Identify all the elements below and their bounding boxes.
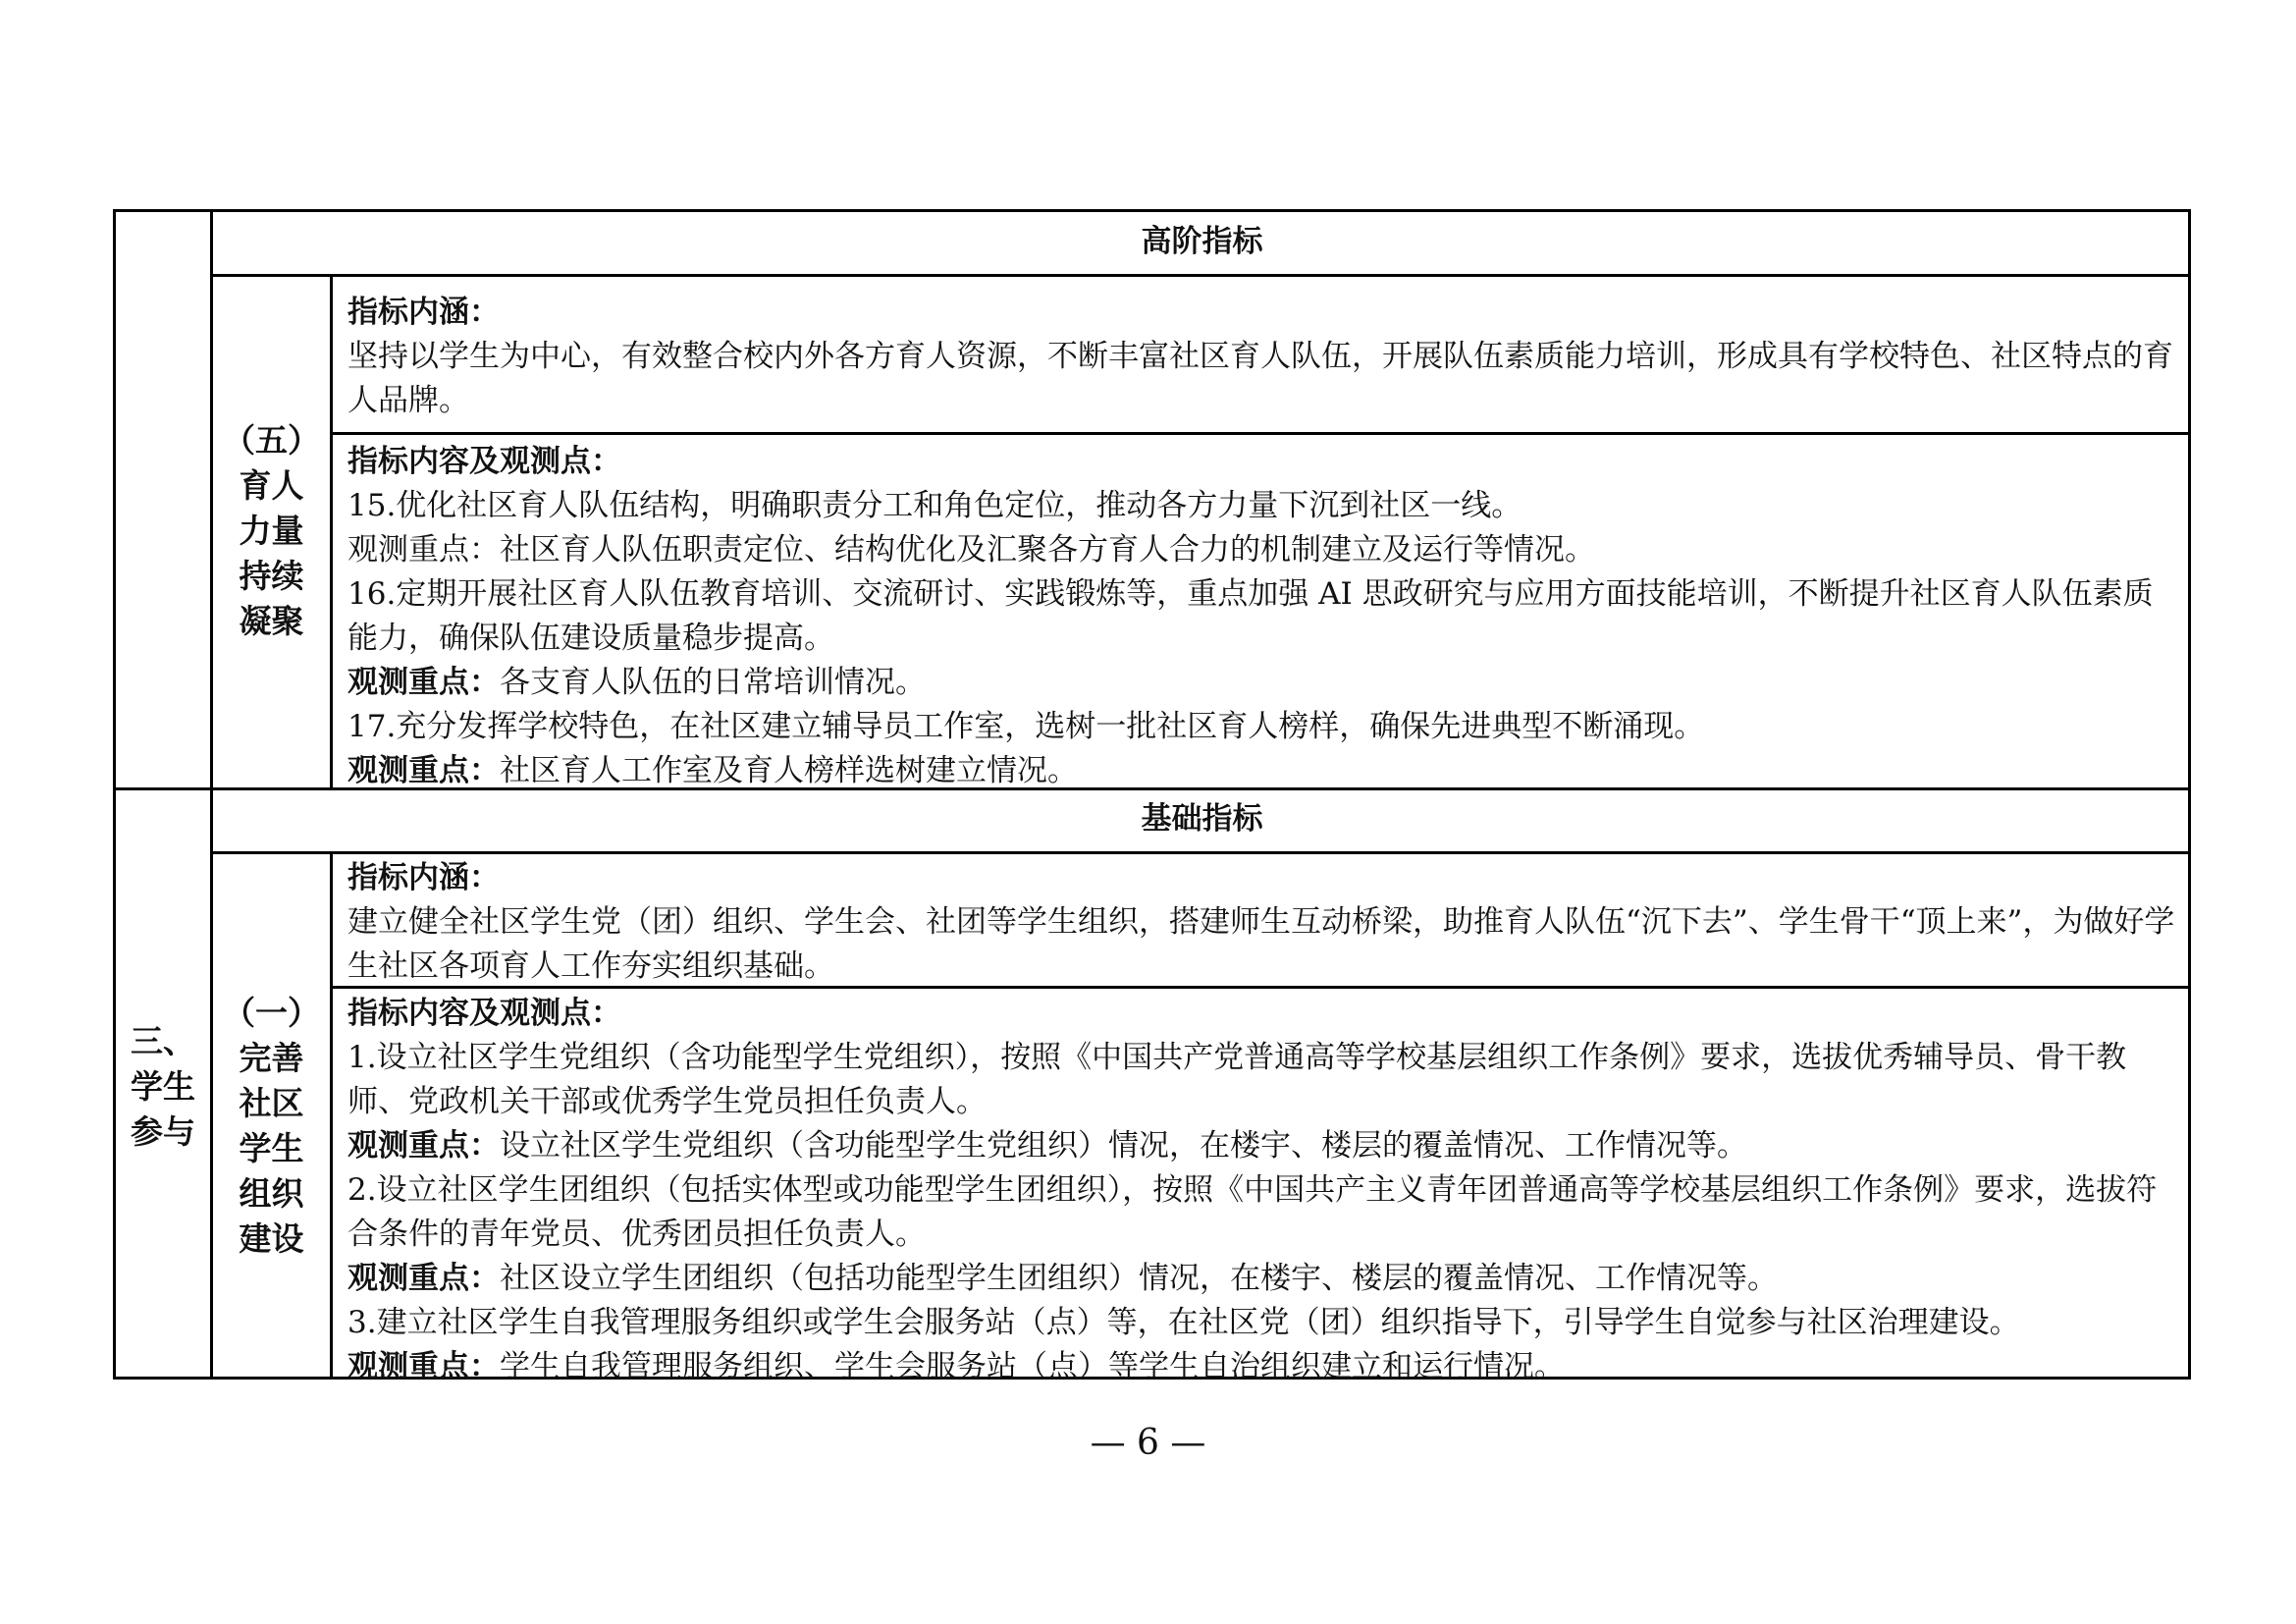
observation-text: 学生自我管理服务组织、学生会服务站（点）等学生自治组织建立和运行情况。 (500, 1349, 1565, 1384)
label-line: 持续 (239, 557, 304, 595)
label-line: 育人 (239, 466, 304, 505)
connotation-block (347, 856, 2181, 989)
section-header-advanced: 高阶指标 (1141, 224, 1263, 259)
connotation-block (347, 291, 2181, 423)
category-label-student-participation (116, 1019, 210, 1155)
observation-text: 社区设立学生团组织（包括功能型学生团组织）情况，在楼宇、楼层的覆盖情况、工作情况等。 (500, 1261, 1778, 1296)
indicator-label-one (213, 991, 330, 1262)
label-line: 凝聚 (239, 602, 304, 640)
observation-label: 观测重点： (347, 665, 500, 700)
content-item: 3.建立社区学生自我管理服务组织或学生会服务站（点）等，在社区党（团）组织指导下，引导学生自觉参与社区治理建设。 (347, 1305, 2020, 1340)
observation-text: 各支育人队伍的日常培训情况。 (500, 665, 926, 700)
row-divider (330, 432, 2191, 435)
content-block (347, 992, 2181, 1389)
observation-text: 社区育人工作室及育人榜样选树建立情况。 (500, 753, 1078, 788)
connotation-text: 建立健全社区学生党（团）组织、学生会、社团等学生组织，搭建师生互动桥梁，助推育人队伍“沉下去”、学生骨干“顶上来”，为做好学生社区各项育人工作夯实组织基础。 (347, 904, 2175, 984)
content-block (347, 440, 2181, 793)
section-header-basic: 基础指标 (1141, 801, 1263, 837)
observation-label: 观测重点： (347, 753, 500, 788)
observation-label: 观测重点： (347, 1261, 500, 1296)
observation-line (347, 1257, 2181, 1301)
content-item: 2.设立社区学生团组织（包括实体型或功能型学生团组织），按照《中国共产主义青年团普通高等学校基层组织工作条例》要求，选拔符合条件的青年党员、优秀团员担任负责人。 (347, 1172, 2158, 1252)
label-line: （五） (223, 421, 320, 460)
label-line: 建设 (239, 1219, 304, 1258)
observation-label: 观测重点： (347, 1349, 500, 1384)
label-line: （一） (223, 994, 320, 1032)
observation-line (347, 661, 2181, 705)
connotation-title: 指标内涵： (347, 860, 500, 895)
content-title: 指标内容及观测点： (347, 996, 621, 1031)
connotation-title: 指标内涵： (347, 295, 500, 330)
row-divider (210, 274, 2191, 277)
label-line: 学生 (239, 1129, 304, 1167)
observation-text: 设立社区学生党组织（含功能型学生党组织）情况，在楼宇、楼层的覆盖情况、工作情况等。 (500, 1128, 1747, 1164)
label-line: 学生 (131, 1067, 195, 1106)
indicator-table (113, 209, 2191, 1384)
label-line: 社区 (239, 1084, 304, 1122)
page-number: — 6 — (1090, 1423, 1206, 1463)
label-line: 参与 (131, 1112, 195, 1151)
indicator-label-five (213, 418, 330, 644)
label-line: 三、 (131, 1022, 195, 1060)
label-line: 组织 (239, 1174, 304, 1213)
label-line: 完善 (239, 1039, 304, 1077)
label-line: 力量 (239, 512, 304, 550)
observation-label: 观测重点： (347, 532, 500, 568)
observation-line (347, 528, 2181, 572)
content-title: 指标内容及观测点： (347, 444, 621, 479)
content-item: 15.优化社区育人队伍结构，明确职责分工和角色定位，推动各方力量下沉到社区一线。 (347, 488, 1522, 523)
observation-line (347, 749, 2181, 793)
content-item: 16.定期开展社区育人队伍教育培训、交流研讨、实践锻炼等，重点加强 AI 思政研究与应用方面技能培训，不断提升社区育人队伍素质能力，确保队伍建设质量稳步提高。 (347, 576, 2154, 656)
column-divider (330, 853, 333, 1380)
observation-line (347, 1345, 2181, 1389)
content-item: 17.充分发挥学校特色，在社区建立辅导员工作室，选树一批社区育人榜样，确保先进典型不断涌现。 (347, 709, 1705, 744)
connotation-text: 坚持以学生为中心，有效整合校内外各方育人资源，不断丰富社区育人队伍，开展队伍素质能力培训，形成具有学校特色、社区特点的育人品牌。 (347, 339, 2173, 418)
observation-label: 观测重点： (347, 1128, 500, 1164)
content-item: 1.设立社区学生党组织（含功能型学生党组织），按照《中国共产党普通高等学校基层组织工作条例》要求，选拔优秀辅导员、骨干教师、党政机关干部或优秀学生党员担任负责人。 (347, 1040, 2127, 1119)
observation-line (347, 1124, 2181, 1168)
observation-text: 社区育人队伍职责定位、结构优化及汇聚各方育人合力的机制建立及运行等情况。 (500, 532, 1595, 568)
column-divider (330, 276, 333, 787)
row-divider (210, 851, 2191, 854)
